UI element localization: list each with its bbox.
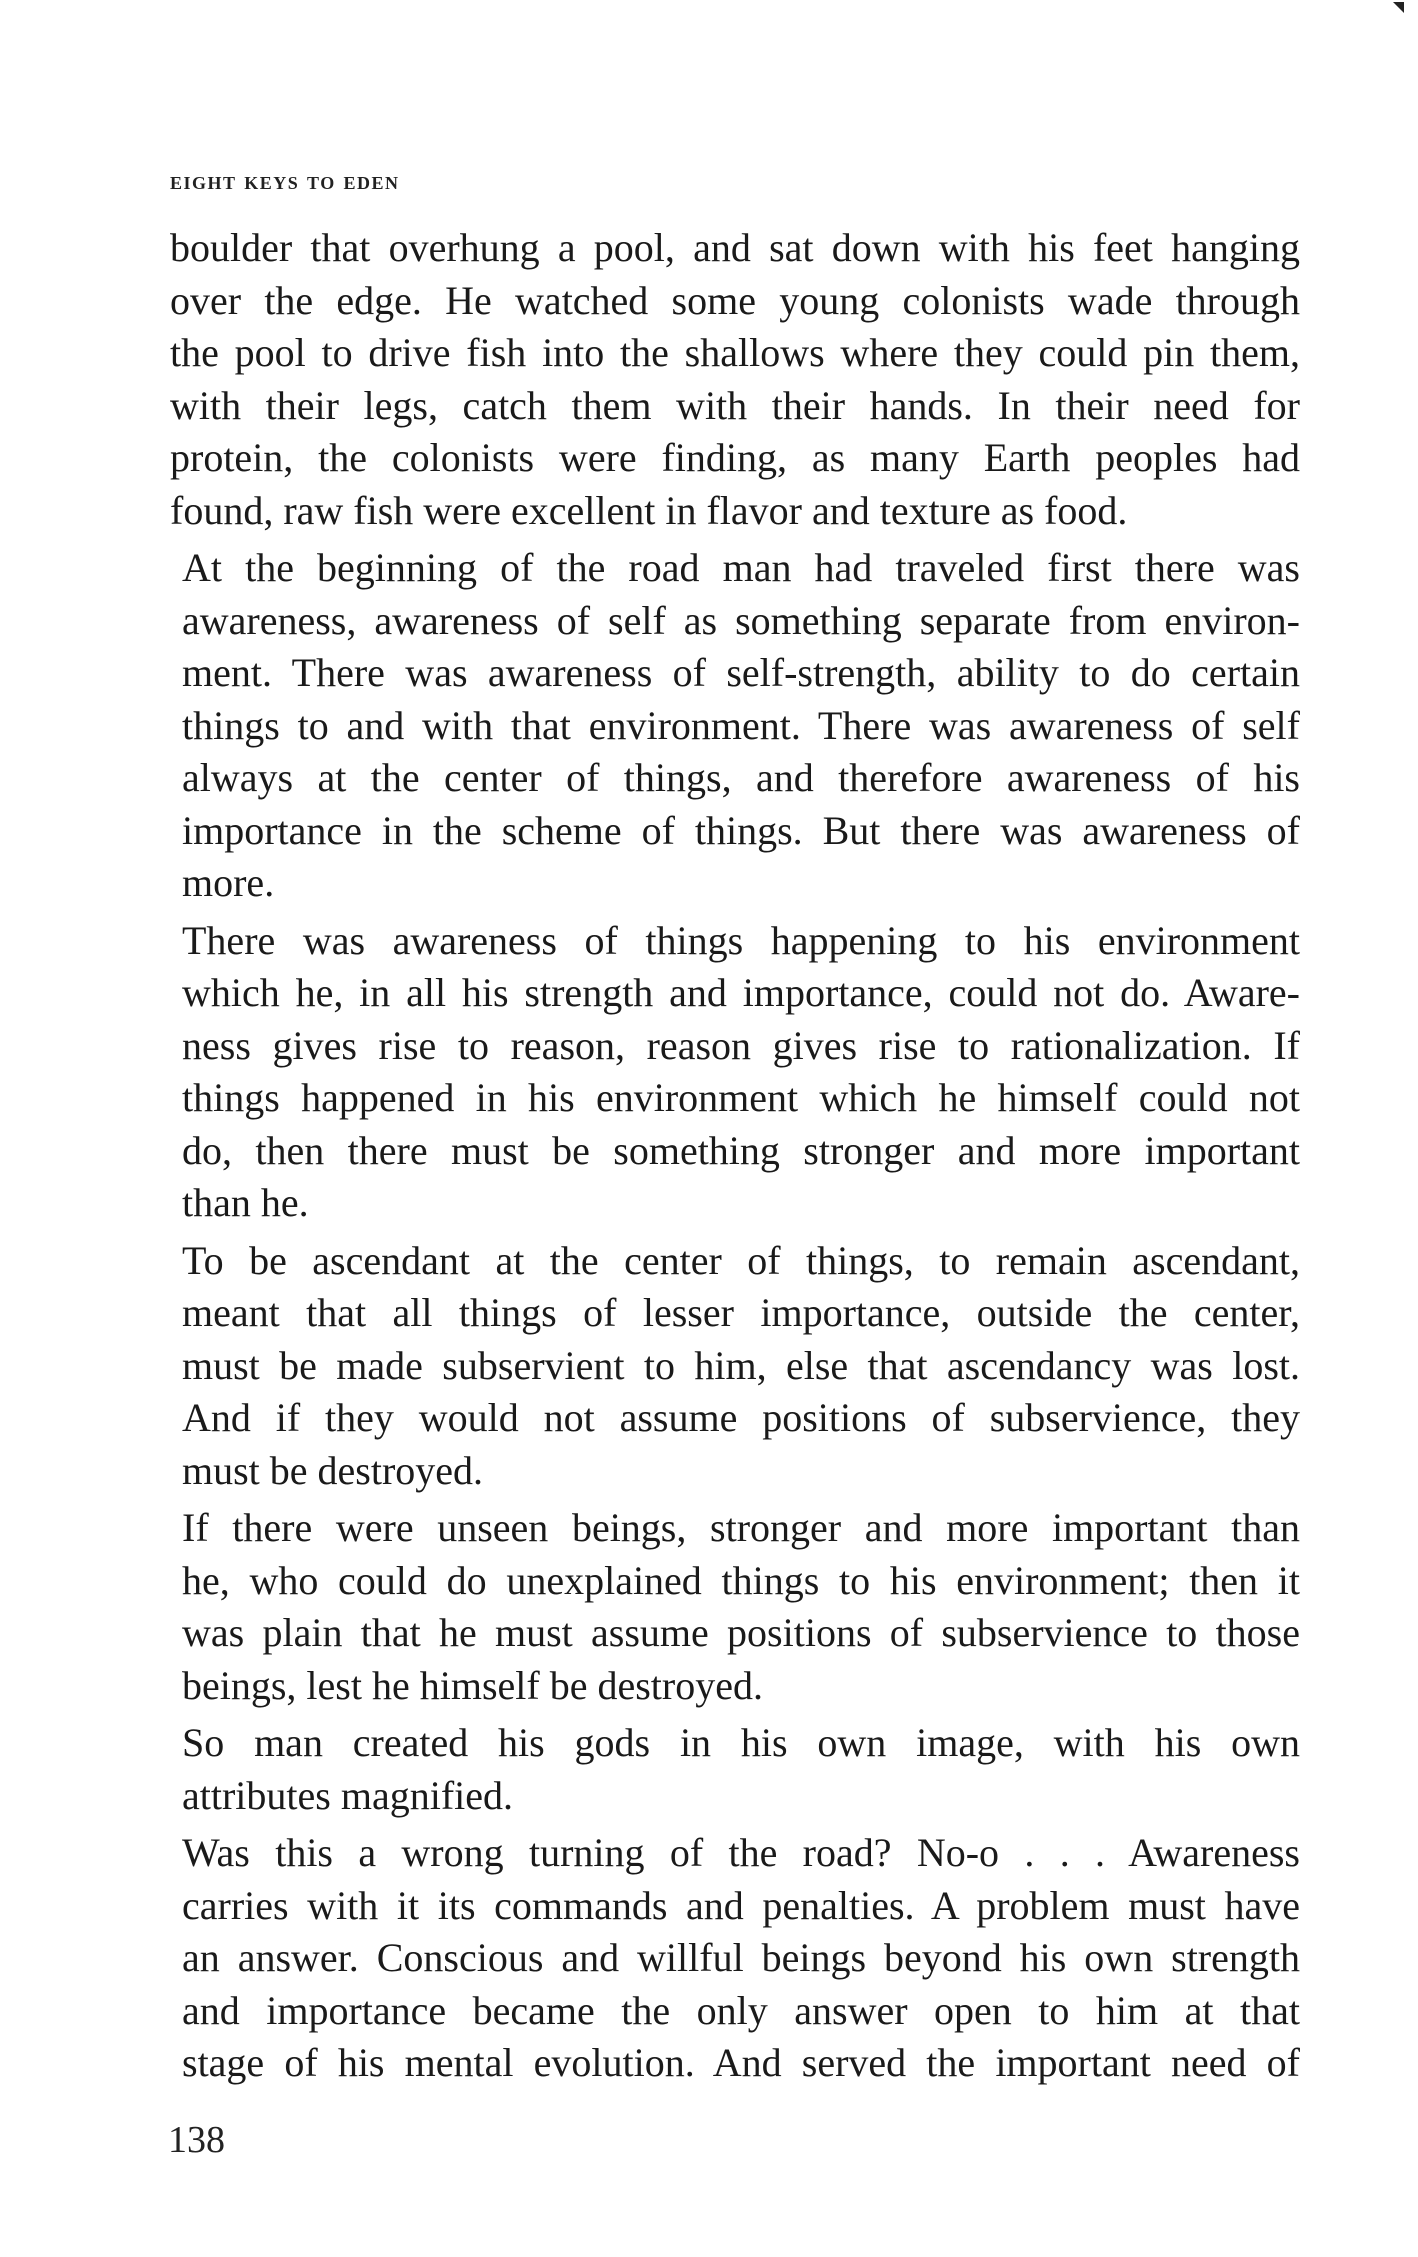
text-line: awareness, awareness of self as something separate from environ- [182, 597, 1300, 643]
text-line: must be destroyed. [182, 1447, 484, 1493]
paragraph [170, 542, 1300, 910]
text-line: So man created his gods in his own image, with his own [182, 1720, 1300, 1765]
text-line: do, then there must be something stronger and more important [182, 1127, 1300, 1173]
text-line: carries with it its commands and penalties. A problem must have [182, 1882, 1300, 1928]
text-line: over the edge. He watched some young colonists wade through [170, 277, 1300, 323]
text-line: stage of his mental evolution. And served the important need of [182, 2040, 1300, 2085]
text-line: things happened in his environment which he himself could not [182, 1075, 1300, 1120]
text-line: which he, in all his strength and importance, could not do. Aware- [182, 970, 1300, 1015]
text-line: must be made subservient to him, else that ascendancy was lost. [182, 1342, 1300, 1388]
text-line: and importance became the only answer open to him at that [182, 1987, 1300, 2033]
paragraph [170, 1235, 1300, 1498]
text-line: things to and with that environment. There was awareness of self [182, 702, 1300, 748]
running-head: eight keys to eden [170, 168, 400, 195]
text-line: At the beginning of the road man had traveled first there was [182, 545, 1300, 590]
page-number: 138 [168, 2119, 225, 2161]
text-line: beings, lest he himself be destroyed. [182, 1662, 763, 1708]
text-line: attributes magnified. [182, 1772, 514, 1818]
text-line: more. [182, 860, 275, 905]
text-line: meant that all things of lesser importance, outside the center, [182, 1290, 1300, 1335]
text-line: And if they would not assume positions of subservience, they [182, 1395, 1300, 1440]
text-line: boulder that overhung a pool, and sat down with his feet hanging [170, 225, 1300, 270]
text-line: ment. There was awareness of self-strength, ability to do certain [182, 650, 1300, 695]
text-line: he, who could do unexplained things to his environment; then it [182, 1557, 1300, 1603]
text-line: protein, the colonists were finding, as many Earth peoples had [170, 435, 1300, 480]
text-line: Was this a wrong turning of the road? No-o . . . Awareness [182, 1830, 1300, 1875]
corner-mark [1393, 2, 1404, 13]
paragraph [170, 1827, 1300, 2090]
text-line: was plain that he must assume positions of subservience to those [182, 1610, 1300, 1655]
body-text [170, 222, 1300, 2095]
text-line: than he. [182, 1180, 309, 1225]
paragraph [170, 1502, 1300, 1712]
paragraph [170, 915, 1300, 1230]
text-line: importance in the scheme of things. But there was awareness of [182, 807, 1300, 853]
paragraph [170, 1717, 1300, 1822]
text-line: ness gives rise to reason, reason gives rise to rationalization. If [182, 1022, 1300, 1068]
text-line: an answer. Conscious and willful beings beyond his own strength [182, 1935, 1300, 1980]
text-line: with their legs, catch them with their hands. In their need for [170, 382, 1300, 428]
text-line: If there were unseen beings, stronger and more important than [182, 1505, 1300, 1550]
text-line: the pool to drive fish into the shallows where they could pin them, [170, 330, 1300, 375]
text-line: always at the center of things, and therefore awareness of his [182, 755, 1300, 800]
paragraph [170, 222, 1300, 537]
text-line: To be ascendant at the center of things, to remain ascendant, [182, 1237, 1300, 1283]
text-line: There was awareness of things happening to his environment [182, 917, 1300, 963]
text-line: found, raw fish were excellent in flavor and texture as food. [170, 487, 1128, 533]
